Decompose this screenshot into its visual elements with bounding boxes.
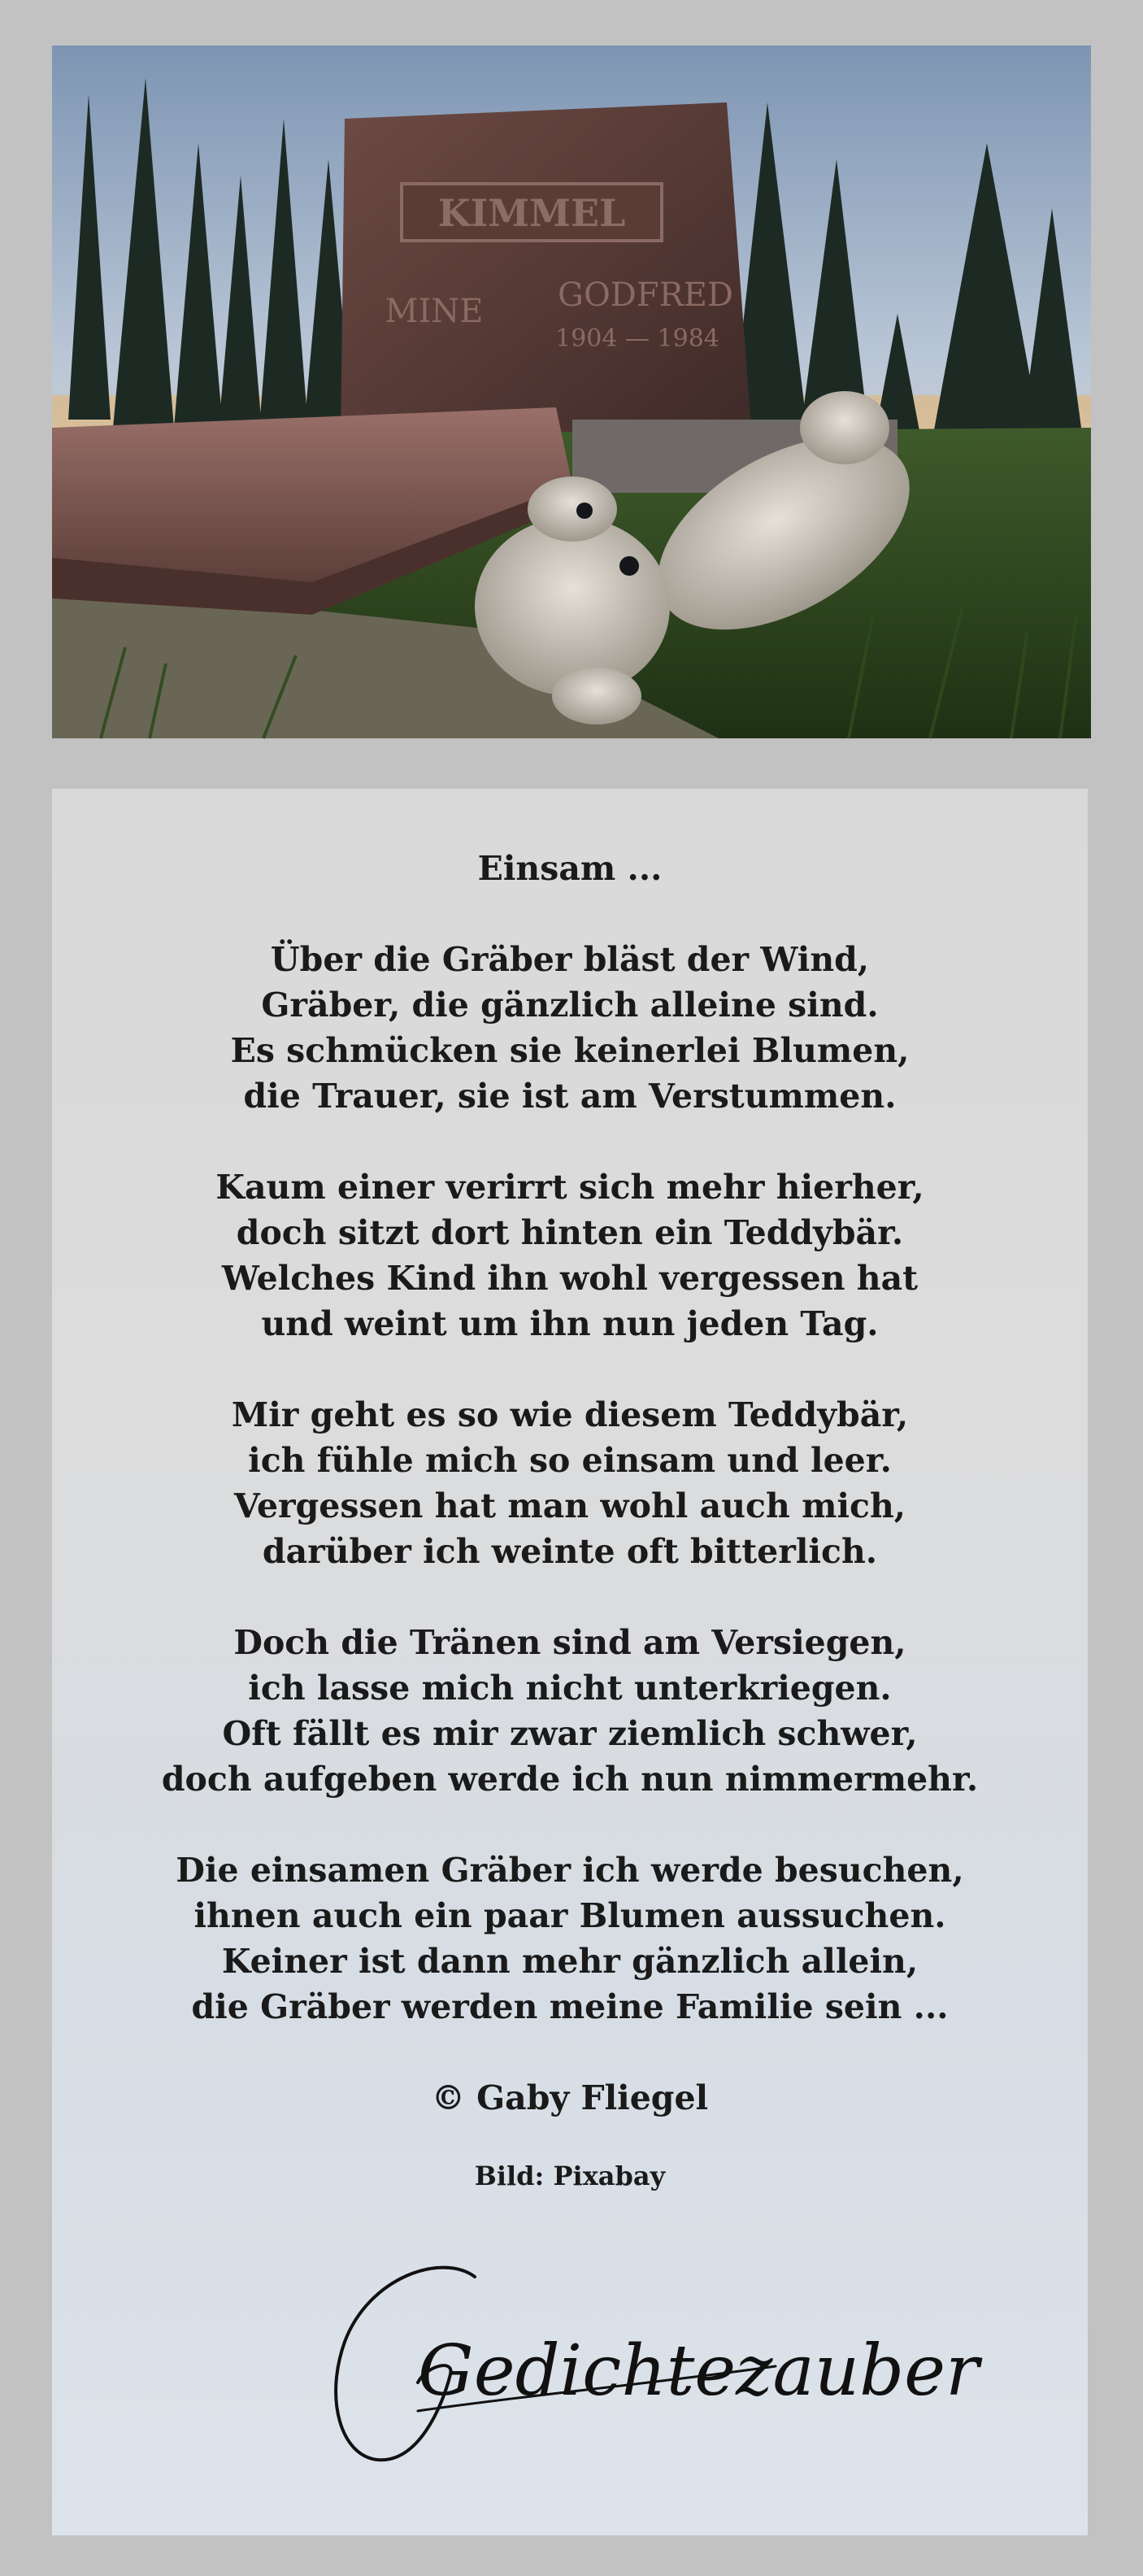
poem-line: ich fühle mich so einsam und leer. — [248, 1441, 892, 1480]
poem-line: doch sitzt dort hinten ein Teddybär. — [236, 1213, 904, 1252]
poem-line: die Gräber werden meine Familie sein ... — [191, 1987, 949, 2026]
image-credit: Bild: Pixabay — [474, 2160, 666, 2191]
gedichtezauber-signature — [320, 2244, 980, 2480]
headstone-left-name: MINE — [385, 293, 484, 330]
poem-line: ich lasse mich nicht unterkriegen. — [248, 1669, 892, 1708]
poem-line: darüber ich weinte oft bitterlich. — [262, 1532, 878, 1571]
signature-text: Gedichtezauber — [418, 2330, 980, 2412]
poem-line: Es schmücken sie keinerlei Blumen, — [230, 1031, 910, 1070]
poem-line: Kaum einer verirrt sich mehr hierher, — [215, 1168, 924, 1207]
poem-line: Doch die Tränen sind am Versiegen, — [233, 1623, 906, 1662]
poem-photo — [52, 46, 1091, 738]
stanza-1 — [52, 937, 1088, 1119]
poem-line: Über die Gräber bläst der Wind, — [270, 940, 870, 979]
poem-line: Keiner ist dann mehr gänzlich allein, — [221, 1942, 919, 1981]
stanza-5 — [52, 1847, 1088, 2030]
poem-title: Einsam ... — [477, 849, 663, 888]
headstone-years: 1904 — 1984 — [555, 324, 719, 353]
poem-line: Vergessen hat man wohl auch mich, — [233, 1486, 906, 1525]
poem-line: Gräber, die gänzlich alleine sind. — [261, 986, 879, 1025]
poem-line: Mir geht es so wie diesem Teddybär, — [231, 1395, 909, 1434]
headstone-right-name: GODFRED — [558, 276, 733, 314]
poem-author: © Gaby Fliegel — [431, 2078, 709, 2117]
poem-line: und weint um ihn nun jeden Tag. — [261, 1304, 879, 1343]
stanza-3 — [52, 1392, 1088, 1574]
stanza-2 — [52, 1164, 1088, 1347]
cemetery-teddy-photo — [52, 46, 1091, 738]
poem-card — [52, 789, 1088, 2535]
poem-line: doch aufgeben werde ich nun nimmermehr. — [161, 1760, 979, 1799]
headstone-name: KIMMEL — [437, 191, 626, 235]
poem — [52, 846, 1088, 2192]
poem-line: die Trauer, sie ist am Verstummen. — [243, 1077, 897, 1116]
poem-line: ihnen auch ein paar Blumen aussuchen. — [193, 1896, 946, 1935]
poem-line: Oft fällt es mir zwar ziemlich schwer, — [222, 1714, 918, 1753]
stanza-4 — [52, 1620, 1088, 1802]
poem-line: Welches Kind ihn wohl vergessen hat — [221, 1259, 919, 1298]
poem-line: Die einsamen Gräber ich werde besuchen, — [176, 1851, 964, 1890]
